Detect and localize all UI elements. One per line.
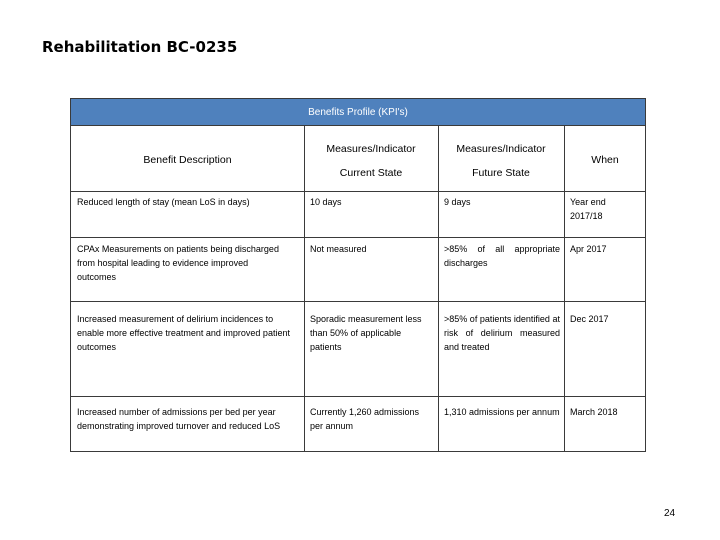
row-2-current: Not measured — [310, 244, 367, 254]
row-3-current: Sporadic measurement less than 50% of applicable patients — [310, 314, 422, 352]
column-divider — [564, 126, 565, 451]
row-1-when: Year end 2017/18 — [570, 197, 606, 221]
header-current-measures: Measures/Indicator — [326, 143, 416, 155]
header-future-state: Future State — [472, 167, 530, 179]
row-divider — [71, 191, 645, 192]
table-banner: Benefits Profile (KPI's) — [71, 99, 645, 126]
row-2-future: >85% of all appropriate discharges — [444, 244, 560, 268]
header-benefit-description: Benefit Description — [143, 154, 232, 166]
row-1-description: Reduced length of stay (mean LoS in days) — [77, 197, 250, 207]
row-3-description: Increased measurement of delirium incidences to enable more effective treatment and improved patient outcomes — [77, 314, 290, 352]
header-future-measures: Measures/Indicator — [456, 143, 546, 155]
row-divider — [71, 237, 645, 238]
row-4-current: Currently 1,260 admissions per annum — [310, 407, 420, 431]
header-when: When — [591, 154, 619, 166]
row-divider — [71, 301, 645, 302]
row-divider — [71, 396, 645, 397]
row-1-current: 10 days — [310, 197, 342, 207]
slide-title: Rehabilitation BC-0235 — [42, 38, 238, 56]
header-current-state: Current State — [339, 167, 403, 179]
row-1-future: 9 days — [444, 197, 471, 207]
page-number: 24 — [664, 508, 676, 519]
row-4-description: Increased number of admissions per bed per year demonstrating improved turnover and reduced LoS — [77, 407, 281, 431]
benefits-profile-table — [70, 98, 646, 452]
row-2-description: CPAx Measurements on patients being discharged from hospital leading to evidence improved outcomes — [77, 244, 279, 282]
row-3-future: >85% of patients identified at risk of delirium measured and treated — [444, 314, 560, 352]
row-4-future: 1,310 admissions per annum — [444, 407, 560, 417]
row-3-when: Dec 2017 — [570, 314, 609, 324]
row-2-when: Apr 2017 — [570, 244, 607, 254]
row-4-when: March 2018 — [570, 407, 618, 417]
